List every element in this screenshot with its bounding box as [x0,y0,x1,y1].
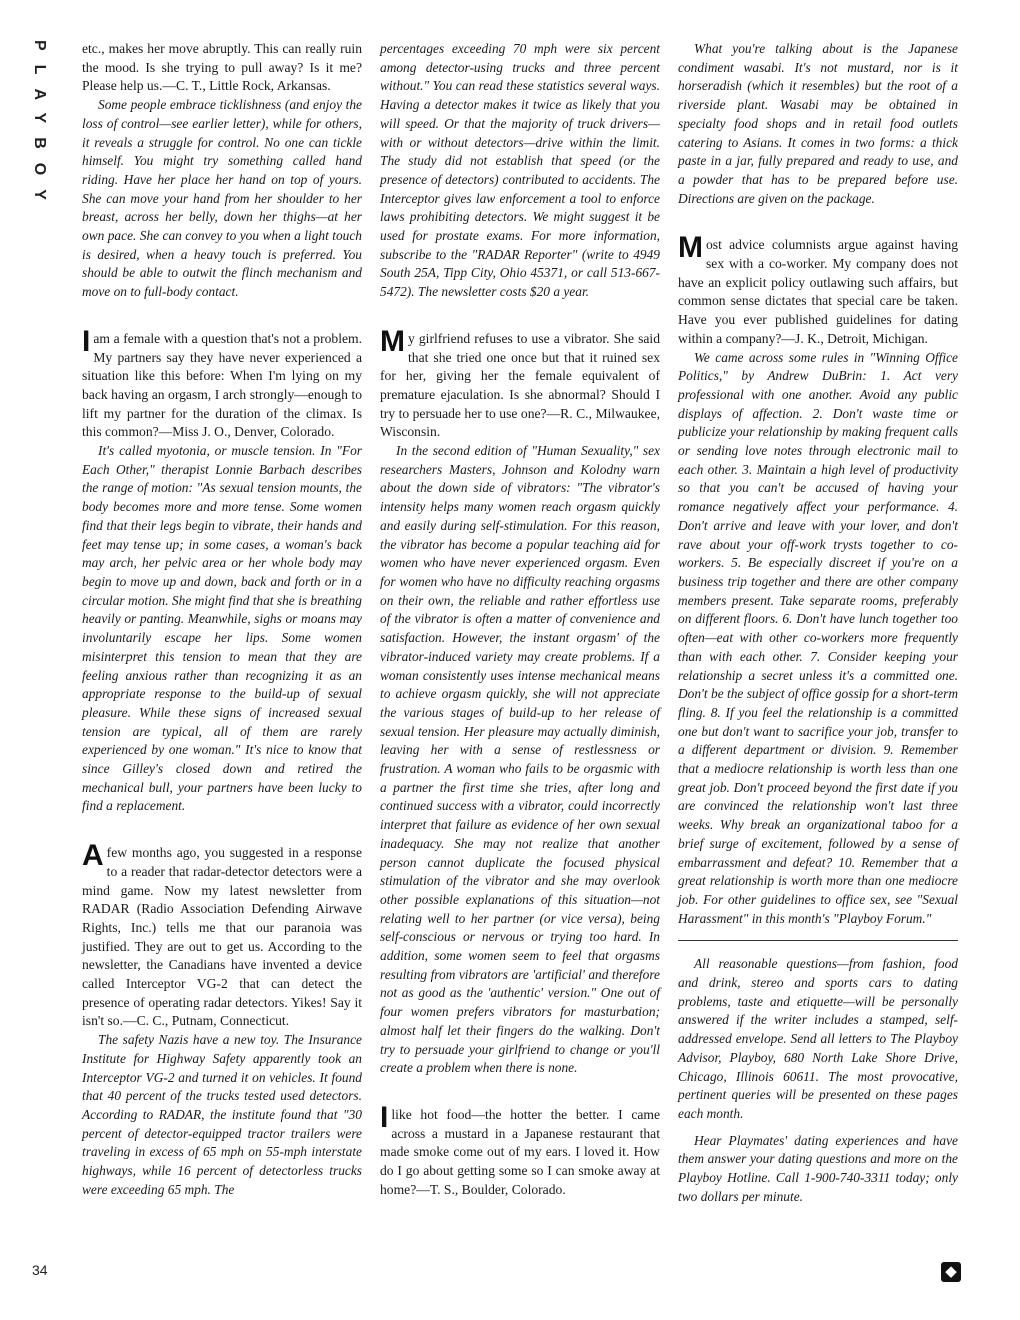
column-1 [82,40,362,1199]
answer-text: percentages exceeding 70 mph were six percent among detector-using trucks and three percent without." You can read these statistics several ways. Having a detector makes it twice as likely that you will speed. Or that the majority of truck drivers—with or without detectors—drive within the limit. The study did not establish that speed (or the presence of detectors) contributed to accidents. The Interceptor gives law enforcement a tool to enforce laws prohibiting detectors. We might suggest it be used for prostate exams. For more information, subscribe to the "RADAR Reporter" (write to 4949 South 25A, Tipp City, Ohio 45371, or call 513-667-5472). The newsletter costs $20 a year. [380,41,660,300]
masthead-text: PLAYBOY [31,40,48,214]
drop-cap: A [82,839,104,873]
column-3 [678,40,958,1206]
answer-text: It's called myotonia, or muscle tension. In "For Each Other," therapist Lonnie Barbach describes the range of motion: "As sexual tension mounts, the body becomes more and more tense. Some women find that their legs begin to vibrate, their hands and feet may tense up; in some cases, a woman's back may arch, her pelvic area or her whole body may begin to move up and down, back and forth or in a circular motion. She might find that she is breathing heavily or panting. Meanwhile, sighs or moans may involuntarily escape her lips. Some women misinterpret this tension to mean that they are feeling anxious rather than recognizing it as an appropriate response to the build-up of sexual pleasure. While these signs of increased sexual tension are typical, all of them are rarely experienced by one woman." It's nice to know that since Gilley's closed down and retired the mechanical bull, your partners have been lucky to find a replacement. [82,443,362,814]
answer-text: We came across some rules in "Winning Office Politics," by Andrew DuBrin: 1. Act very professional with one another. Avoid any public displays of affection. 2. Don't waste time or publicize your relationship by making frequent calls or sending love notes through electronic mail to each other. 3. Maintain a high level of productivity so that you can't be accused of having your romance negatively affect your performance. 4. Don't arrive and leave with your lover, and don't rave about your off-work trysts together to co-workers. 5. Be especially discreet if you're on a business trip together and there are other company members present. Take separate rooms, preferably on different floors. 6. Don't have lunch together too often—eat with other co-workers more frequently than with each other. 7. Consider keeping your relationship a secret unless it's a committed one. Don't be the subject of office gossip for a short-term fling. 8. If you feel the relationship is a committed one but don't want to sacrifice your job, transfer to a different department or division. 9. Remember that a mediocre relationship is worth less than one great job. Don't proceed beyond the first date if you are convinced the relationship won't last three weeks. Why break an organizational taboo for a brief surge of excitement, followed by a sense of embarrassment and defeat? 10. Remember that a great relationship is worth more than one mediocre job. For other guidelines to office sex, see "Sexual Harassment" in this month's "Playboy Forum." [678,349,958,926]
masthead [24,40,54,270]
question-text: ost advice columnists argue against having sex with a co-worker. My company does not have an explicit policy outlawing such affairs, but common sense dictates that special care be taken. Have you ever published guidelines for dating within a company?—J. K., Detroit, Michigan. [678,237,958,346]
drop-cap: M [380,324,405,358]
drop-cap: I [82,324,91,358]
hotline-notice: Hear Playmates' dating experiences and have them answer your dating questions and more on the Playboy Hotline. Call 1-900-740-3311 today; only two dollars per minute. [678,1132,958,1204]
answer-text: What you're talking about is the Japanese condiment wasabi. It's not mustard, nor is it horseradish (which it resembles) but the root of a riverside plant. Wasabi may be obtained in specialty food shops and in retail food outlets catering to Asians. It comes in two forms: a thick paste in a jar, fully prepared and ready to use, and a powder that has to be prepared before use. Directions are given on the package. [678,41,958,206]
column-2 [380,40,660,1199]
advisor-notice: All reasonable questions—from fashion, food and drink, stereo and sports cars to dating problems, taste and etiquette—will be personally answered if the writer includes a stamped, self-addressed envelope. Send all letters to The Playboy Advisor, Playboy, 680 North Lake Shore Drive, Chicago, Illinois 60611. The most provocative, pertinent queries will be presented on these pages each month. [678,956,958,1121]
drop-cap: I [380,1100,389,1134]
divider [678,940,958,941]
answer-text: Some people embrace ticklishness (and enjoy the loss of control—see earlier letter), while for others, it reveals a struggle for control. No one can tickle himself. You might try something called hand riding. Have her place her hand on top of yours. She can move your hand from her shoulder to her breast, across her belly, down her thighs—at her own pace. She can convey to you when a light touch is desired, when a heavy touch is preferred. You should be able to outwit the flinch mechanism and move on to full-body contact. [82,97,362,300]
question-text: y girlfriend refuses to use a vibrator. She said that she tried one once but that it ruined sex for her, giving her the female equivalent of premature ejaculation. Is she abnormal? Should I try to persuade her to use one?—R. C., Milwaukee, Wisconsin. [380,330,660,440]
drop-cap: M [678,231,703,265]
question-text: like hot food—the hotter the better. I came across a mustard in a Japanese restaurant that made smoke come out of my ears. I loved it. How do I go about getting some so I can smoke away at home?—T. S., Boulder, Colorado. [380,1106,660,1197]
page-number: 34 [32,1262,48,1278]
answer-text: In the second edition of "Human Sexuality," sex researchers Masters, Johnson and Kolodny warn about the down side of vibrators: "The vibrator's intensity helps many women reach orgasm quickly and easily during self-stimulation. For this reason, the vibrator has become a popular teaching aid for women who have never experienced orgasm. Even for women who have no difficulty reaching orgasms on their own, the reliable and rather effortless use of the vibrator is often a matter of convenience and satisfaction. However, the instant orgasm' of the vibrator-induced variety may create problems. If a woman consistently uses intense mechanical means to achieve orgasm quickly, she will not appreciate the various stages of build-up to her release of sexual tension. Her pleasure may actually diminish, leaving her with a sense of restlessness or frustration. A woman who fails to be orgasmic with a partner the first time she tries, after long and continued success with a vibrator, could incorrectly interpret that failure as evidence of her own sexual inadequacy. She may not realize that another person cannot duplicate the focused physical stimulation of the vibrator and she may overlook other possible explanations of this situation—not relating well to her partner (or vice versa), being self-conscious or nervous or trying too hard. In addition, some women seem to feel that orgasms resulting from vibrators are 'artificial' and therefore not as good as the 'authentic' version." One out of four women prefers vibrators for masturbation; almost half let their fingers do the walking. Don't try to persuade your girlfriend to change or you'll create a problem when there is none. [380,443,660,1076]
question-text: etc., makes her move abruptly. This can really ruin the mood. Is she trying to pull away? Is it me? Please help us.—C. T., Little Rock, Arkansas. [82,41,362,94]
question-text: few months ago, you suggested in a response to a reader that radar-detector detectors were a mind game. Now my latest newsletter from RADAR (Radio Association Defending Airwave Rights, Inc.) tells me that our paranoia was justified. They are out to get us. According to the newsletter, the Canadians have invented a device called Interceptor VG-2 that can detect the presence of operating radar detectors. Yikes! Say it isn't so.—C. C., Putnam, Connecticut. [82,845,362,1029]
question-text: am a female with a question that's not a problem. My partners say they have never experienced a situation like this before: When I'm lying on my back having an orgasm, I arch strongly—enough to lift my partner for the duration of the climax. Is this common?—Miss J. O., Denver, Colorado. [82,330,362,440]
answer-text: The safety Nazis have a new toy. The Insurance Institute for Highway Safety apparently took an Interceptor VG-2 and turned it on vehicles. It found that 40 percent of the trucks tested used detectors. According to RADAR, the institute found that "30 percent of detector-equipped tractor trailers were traveling in excess of 65 mph on 55-mph interstate highways, while 16 percent of detectorless trucks were exceeding 65 mph. The [82,1032,362,1197]
bunny-logo-icon: ◆ [941,1262,961,1282]
